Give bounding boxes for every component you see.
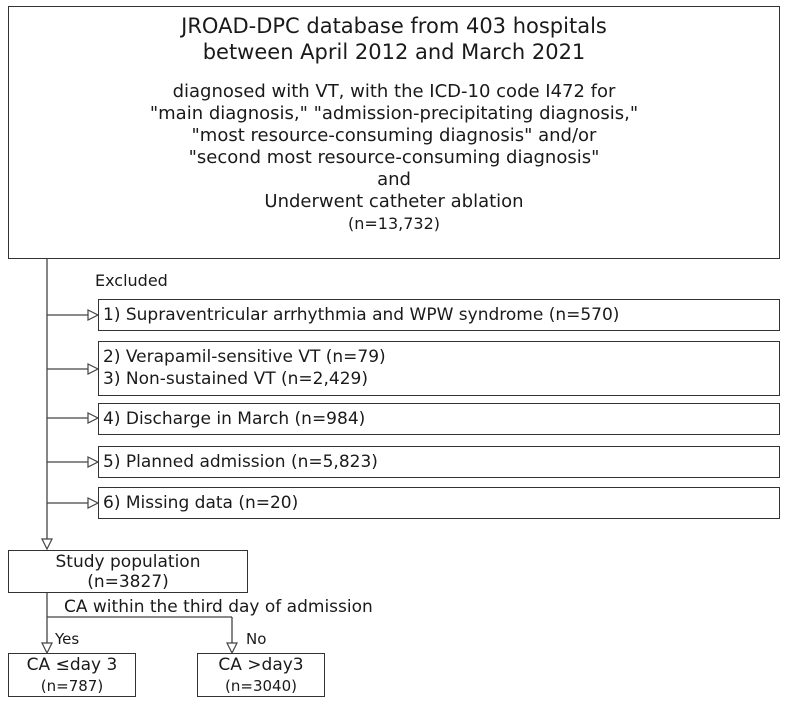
source-count: (n=13,732) — [347, 214, 440, 233]
study-population-box — [8, 550, 248, 593]
study-population-count: (n=3827) — [87, 572, 169, 592]
criteria-line5: and — [377, 169, 411, 190]
exclusion-box-5 — [98, 487, 780, 519]
ca-early-count: (n=787) — [40, 677, 104, 695]
criteria-line3: "most resource-consuming diagnosis" and/or — [191, 125, 597, 146]
ca-late-count: (n=3040) — [225, 677, 297, 695]
criteria-line2: "main diagnosis," "admission-precipitating diagnosis," — [149, 103, 639, 124]
no-branch-label: No — [246, 630, 267, 648]
excluded-label: Excluded — [95, 271, 168, 290]
criteria-line1: diagnosed with VT, with the ICD-10 code I472 for — [172, 81, 616, 102]
arrowhead-yes-icon — [42, 643, 52, 653]
ca-early-box — [8, 653, 136, 697]
yes-branch-label: Yes — [55, 630, 80, 648]
ca-late-box — [197, 653, 325, 697]
exclusion-item-4: 4) Discharge in March (n=984) — [103, 409, 366, 429]
exclusion-box-2 — [98, 341, 780, 396]
arrowhead-no-icon — [227, 643, 237, 653]
ca-early-title: CA ≤day 3 — [26, 655, 118, 675]
exclusion-item-3: 3) Non-sustained VT (n=2,429) — [103, 369, 368, 389]
study-population-title: Study population — [55, 552, 201, 572]
arrowhead-4-icon — [88, 457, 98, 467]
arrowhead-3-icon — [88, 413, 98, 423]
source-title-line1: JROAD-DPC database from 403 hospitals — [181, 14, 607, 38]
criteria-line6: Underwent catheter ablation — [264, 191, 524, 212]
ca-late-title: CA >day3 — [218, 655, 304, 675]
exclusion-item-1: 1) Supraventricular arrhythmia and WPW syndrome (n=570) — [103, 305, 620, 325]
exclusion-box-4 — [98, 446, 780, 478]
source-title-line2: between April 2012 and March 2021 — [202, 40, 586, 64]
criteria-line4: "second most resource-consuming diagnosis" — [188, 147, 600, 168]
exclusion-box-3 — [98, 403, 780, 435]
exclusion-box-1 — [98, 299, 780, 331]
exclusion-item-2: 2) Verapamil-sensitive VT (n=79) — [103, 347, 386, 367]
exclusion-item-6: 6) Missing data (n=20) — [103, 493, 299, 513]
arrowhead-5-icon — [88, 498, 98, 508]
split-criterion-label: CA within the third day of admission — [64, 597, 373, 617]
arrowhead-1-icon — [88, 310, 98, 320]
arrowhead-2-icon — [88, 364, 98, 374]
source-population-box — [8, 6, 780, 259]
arrowhead-study-icon — [42, 539, 52, 549]
exclusion-item-5: 5) Planned admission (n=5,823) — [103, 452, 378, 472]
